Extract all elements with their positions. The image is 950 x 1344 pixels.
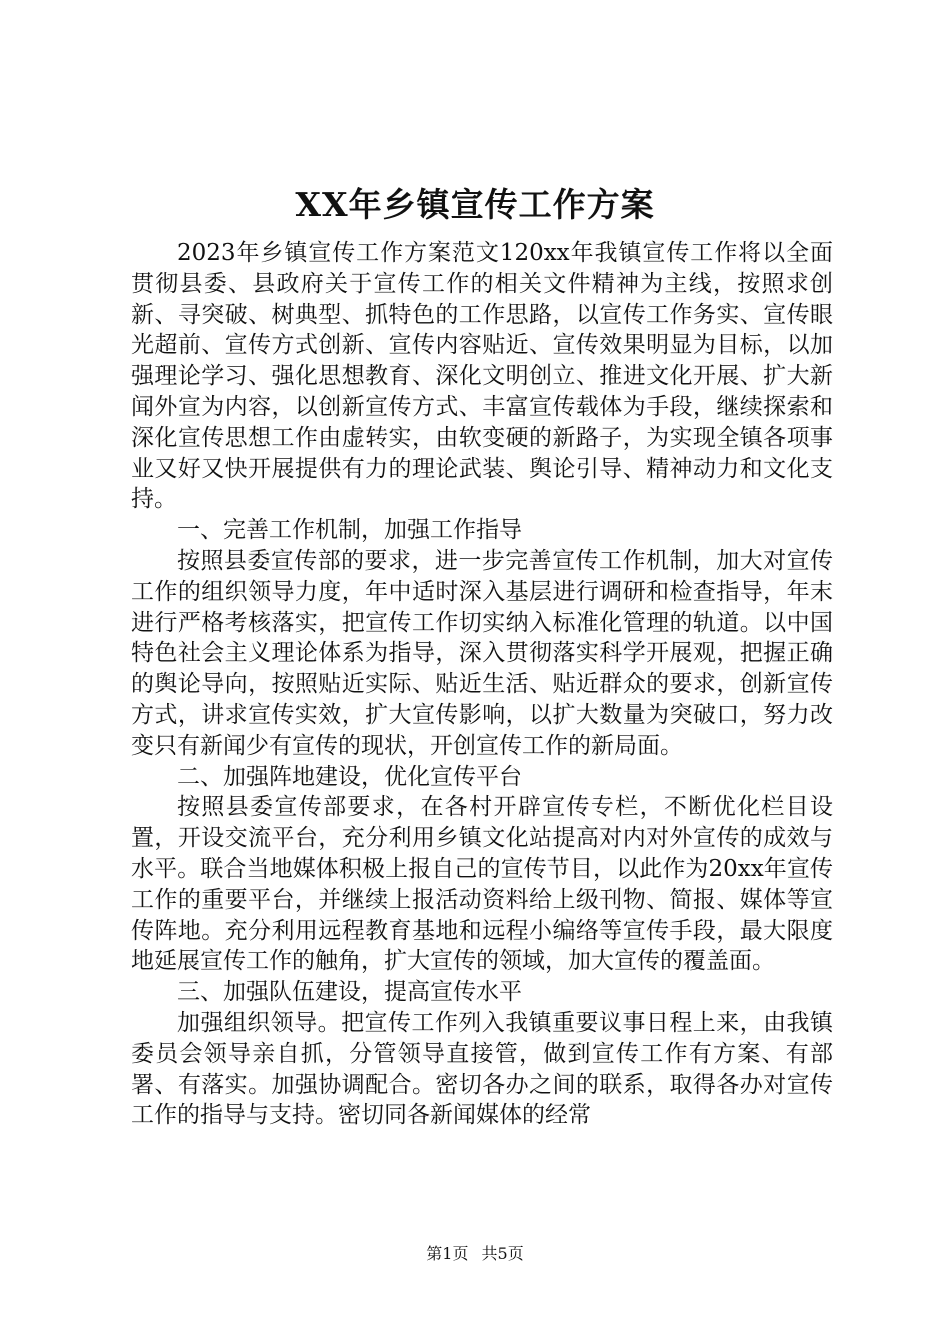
paragraph-intro: 2023年乡镇宣传工作方案范文120xx年我镇宣传工作将以全面贯彻县委、县政府关于宣传工作的相关文件精神为主线，按照求创新、寻突破、树典型、抓特色的工作思路，以宣传工作务实、宣传眼光超前、宣传方式创新、宣传内容贴近、宣传效果明显为目标，以加强理论学习、强化思想教育、深化文明创立、推进文化开展、扩大新闻外宣为内容，以创新宣传方式、丰富宣传载体为手段，继续探索和深化宣传思想工作由虚转实，由软变硬的新路子，为实现全镇各项事业又好又快开展提供有力的理论武装、舆论引导、精神动力和文化支持。 bbox=[131, 240, 833, 513]
section-heading-2: 二、加强阵地建设，优化宣传平台 bbox=[177, 763, 522, 790]
document-title: XX年乡镇宣传工作方案 bbox=[295, 185, 655, 224]
page-number: 第1页 bbox=[426, 1244, 469, 1263]
paragraph-section-1: 按照县委宣传部的要求，进一步完善宣传工作机制，加大对宣传工作的组织领导力度，年中适时深入基层进行调研和检查指导，年末进行严格考核落实，把宣传工作切实纳入标准化管理的轨道。以中国特色社会主义理论体系为指导，深入贯彻落实科学开展观，把握正确的舆论导向，按照贴近实际、贴近生活、贴近群众的要求，创新宣传方式，讲求宣传实效，扩大宣传影响，以扩大数量为突破口，努力改变只有新闻少有宣传的现状，开创宣传工作的新局面。 bbox=[131, 547, 833, 759]
section-heading-1: 一、完善工作机制，加强工作指导 bbox=[177, 517, 522, 544]
page-total: 共5页 bbox=[481, 1244, 524, 1263]
paragraph-section-2: 按照县委宣传部要求，在各村开辟宣传专栏，不断优化栏目设置，开设交流平台，充分利用乡镇文化站提高对内对外宣传的成效与水平。联合当地媒体积极上报自己的宣传节目，以此作为20xx年宣传工作的重要平台，并继续上报活动资料给上级刊物、简报、媒体等宣传阵地。充分利用远程教育基地和远程小编络等宣传手段，最大限度地延展宣传工作的触角，扩大宣传的领域，加大宣传的覆盖面。 bbox=[131, 794, 833, 975]
section-heading-3: 三、加强队伍建设，提高宣传水平 bbox=[177, 979, 522, 1006]
page-footer bbox=[0, 1243, 950, 1265]
document-body bbox=[131, 238, 833, 1131]
paragraph-section-3: 加强组织领导。把宣传工作列入我镇重要议事日程上来，由我镇委员会领导亲自抓，分管领导直接管，做到宣传工作有方案、有部署、有落实。加强协调配合。密切各办之间的联系，取得各办对宣传工作的指导与支持。密切同各新闻媒体的经常 bbox=[131, 1009, 833, 1129]
